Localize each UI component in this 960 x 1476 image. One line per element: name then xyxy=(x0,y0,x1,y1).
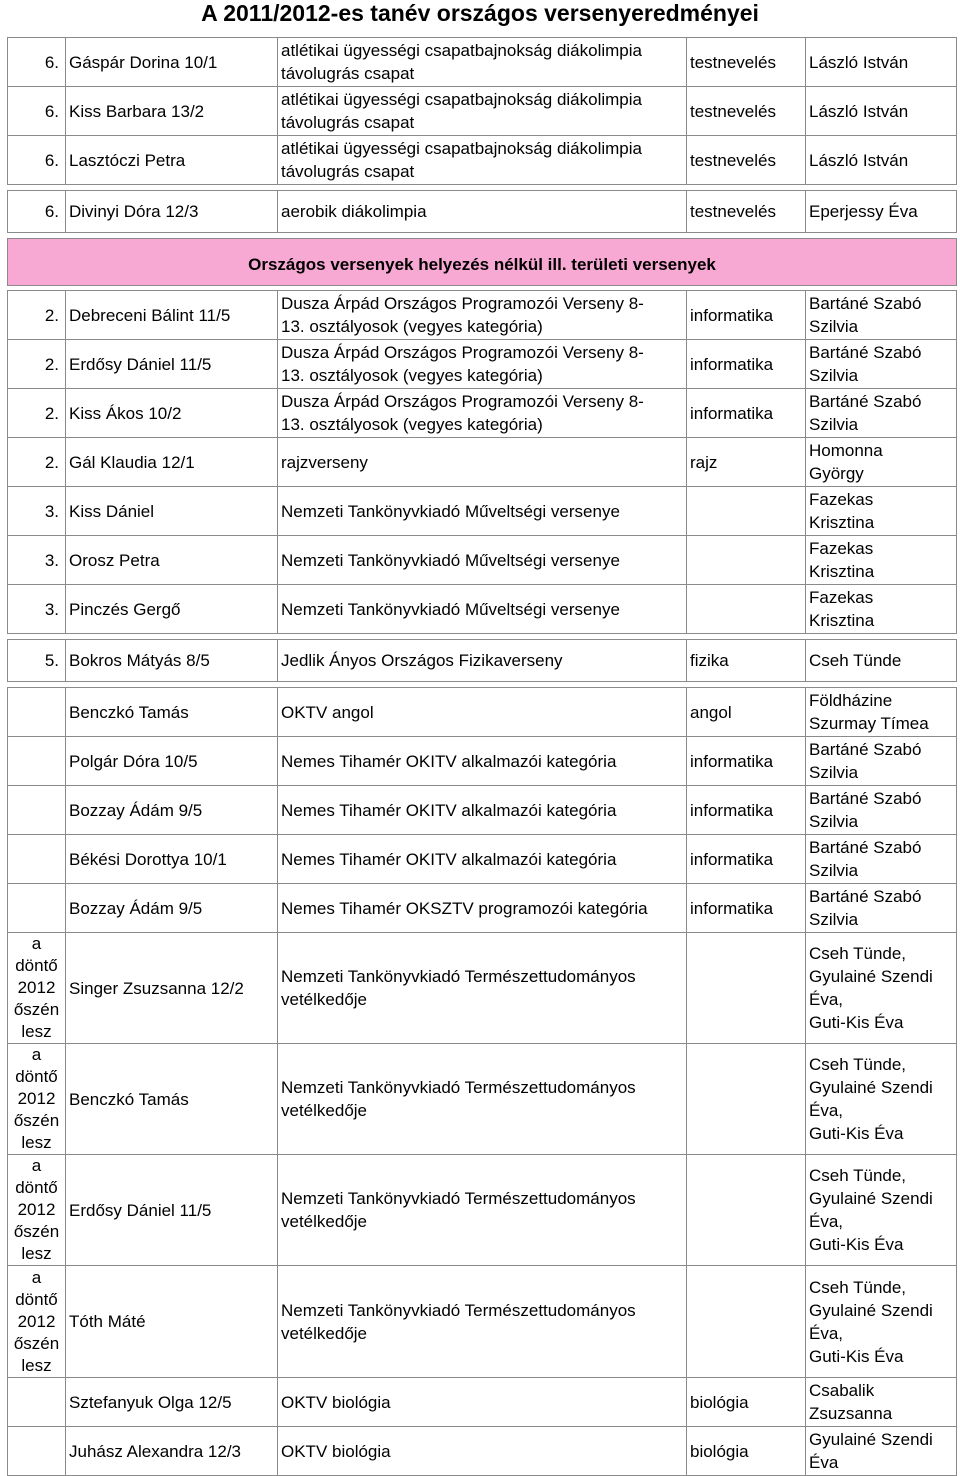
table-row xyxy=(8,340,957,389)
rank-cell-line: őszén xyxy=(13,1333,60,1353)
competition-cell-line: OKTV biológia xyxy=(281,1392,391,1412)
competition-cell xyxy=(278,1155,687,1266)
table-row xyxy=(8,1155,957,1266)
rank-cell: 3. xyxy=(8,585,66,634)
teacher-cell-line: Szilvia xyxy=(809,861,859,880)
competition-cell-line: Jedlik Ányos Országos Fizikaverseny xyxy=(281,651,563,670)
teacher-cell-line: Éva, xyxy=(809,1101,844,1120)
table-row xyxy=(8,536,957,585)
teacher-cell-line: Gyulainé Szendi xyxy=(809,1300,933,1320)
competition-cell-line: OKTV angol xyxy=(281,702,374,722)
teacher-cell-line: Zsuzsanna xyxy=(809,1404,893,1423)
teacher-cell xyxy=(806,688,957,737)
teacher-cell-line: Cseh Tünde, xyxy=(809,1277,907,1297)
teacher-cell xyxy=(806,191,957,233)
teacher-cell xyxy=(806,640,957,682)
table-row xyxy=(8,487,957,536)
competition-cell xyxy=(278,487,687,536)
subject-cell xyxy=(687,1155,806,1266)
name-cell: Singer Zsuzsanna 12/2 xyxy=(66,933,278,1044)
rank-cell-line: őszén xyxy=(13,1111,60,1130)
teacher-cell xyxy=(806,1155,957,1266)
rank-cell: 2. xyxy=(8,291,66,340)
teacher-cell-line: László István xyxy=(809,101,909,121)
competition-cell-line: Nemzeti Tankönyvkiadó Természettudományos xyxy=(281,1300,636,1320)
teacher-cell-line: Fazekas xyxy=(809,588,874,607)
name-cell: Erdősy Dániel 11/5 xyxy=(66,340,278,389)
competition-cell-line: Nemes Tihamér OKITV alkalmazói kategória xyxy=(281,800,617,820)
table-row xyxy=(8,38,957,87)
teacher-cell-line: Szilvia xyxy=(809,366,859,385)
competition-cell xyxy=(278,1427,687,1476)
teacher-cell xyxy=(806,291,957,340)
competition-cell xyxy=(278,340,687,389)
subject-cell: testnevelés xyxy=(687,136,806,185)
rank-cell-line: 2012 xyxy=(17,1311,56,1331)
name-cell: Debreceni Bálint 11/5 xyxy=(66,291,278,340)
name-cell: Békési Dorottya 10/1 xyxy=(66,835,278,884)
competition-cell xyxy=(278,585,687,634)
name-cell: Kiss Barbara 13/2 xyxy=(66,87,278,136)
teacher-cell-line: Gyulainé Szendi xyxy=(809,1189,933,1208)
competition-cell xyxy=(278,640,687,682)
competition-cell xyxy=(278,1044,687,1155)
rank-cell-line: őszén xyxy=(13,1000,60,1019)
rank-cell: 6. xyxy=(8,136,66,185)
table-row xyxy=(8,884,957,933)
subject-cell: informatika xyxy=(687,835,806,884)
rank-cell: 2. xyxy=(8,438,66,487)
name-cell: Benczkó Tamás xyxy=(66,1044,278,1155)
subject-cell xyxy=(687,1044,806,1155)
competition-cell-line: atlétikai ügyességi csapatbajnokság diákolimpia xyxy=(281,139,642,158)
teacher-cell-line: Szilvia xyxy=(809,317,859,336)
rank-cell: 5. xyxy=(8,640,66,682)
competition-cell-line: távolugrás csapat xyxy=(281,113,415,132)
teacher-cell xyxy=(806,38,957,87)
teacher-cell-line: Bartáné Szabó xyxy=(809,789,922,808)
subject-cell: informatika xyxy=(687,340,806,389)
rank-cell xyxy=(8,737,66,786)
competition-cell-line: távolugrás csapat xyxy=(281,162,415,181)
teacher-cell-line: Cseh Tünde, xyxy=(809,1166,907,1185)
teacher-cell-line: Éva, xyxy=(809,1323,844,1343)
competition-cell-line: vetélkedője xyxy=(281,1323,368,1343)
competition-cell xyxy=(278,87,687,136)
subject-cell xyxy=(687,487,806,536)
teacher-cell-line: Bartáné Szabó xyxy=(809,294,922,313)
competition-cell-line: Nemzeti Tankönyvkiadó Műveltségi versenye xyxy=(281,550,620,570)
competition-cell-line: Nemzeti Tankönyvkiadó Műveltségi versenye xyxy=(281,599,620,619)
rank-cell xyxy=(8,1155,66,1266)
teacher-cell-line: Bartáné Szabó xyxy=(809,392,922,411)
teacher-cell-line: Szilvia xyxy=(809,910,859,929)
subject-cell: rajz xyxy=(687,438,806,487)
teacher-cell-line: Bartáné Szabó xyxy=(809,838,922,857)
subject-cell xyxy=(687,585,806,634)
competition-cell-line: Dusza Árpád Országos Programozói Verseny 8- xyxy=(281,392,644,411)
teacher-cell xyxy=(806,1044,957,1155)
competition-cell xyxy=(278,688,687,737)
teacher-cell-line: Cseh Tünde, xyxy=(809,1055,907,1074)
table-row xyxy=(8,389,957,438)
table-row xyxy=(8,835,957,884)
rank-cell: 2. xyxy=(8,389,66,438)
rank-cell-line: 2012 xyxy=(17,1200,56,1219)
name-cell: Sztefanyuk Olga 12/5 xyxy=(66,1378,278,1427)
teacher-cell-line: Guti-Kis Éva xyxy=(809,1013,904,1032)
competition-cell xyxy=(278,884,687,933)
teacher-cell-line: Éva xyxy=(809,1453,839,1472)
competition-cell-line: vetélkedője xyxy=(281,1212,368,1231)
table-row xyxy=(8,136,957,185)
teacher-cell-line: Bartáné Szabó xyxy=(809,740,922,759)
table-row xyxy=(8,640,957,682)
table-row xyxy=(8,1266,957,1378)
competition-cell-line: aerobik diákolimpia xyxy=(281,202,427,221)
name-cell: Bokros Mátyás 8/5 xyxy=(66,640,278,682)
teacher-cell-line: Krisztina xyxy=(809,513,875,532)
teacher-cell-line: Csabalik xyxy=(809,1381,875,1400)
section-header-row xyxy=(8,239,957,286)
teacher-cell-line: György xyxy=(809,464,864,483)
rank-cell xyxy=(8,1266,66,1378)
rank-cell-line: lesz xyxy=(21,1022,52,1041)
competition-cell xyxy=(278,389,687,438)
teacher-cell xyxy=(806,389,957,438)
table-row xyxy=(8,191,957,233)
name-cell: Gáspár Dorina 10/1 xyxy=(66,38,278,87)
teacher-cell-line: Szilvia xyxy=(809,415,859,434)
table-row xyxy=(8,87,957,136)
competition-cell-line: Dusza Árpád Országos Programozói Verseny 8- xyxy=(281,343,644,362)
rank-cell-line: lesz xyxy=(21,1244,52,1263)
teacher-cell-line: Bartáné Szabó xyxy=(809,887,922,906)
competition-cell-line: rajzverseny xyxy=(281,452,368,472)
competition-cell xyxy=(278,1266,687,1378)
competition-cell xyxy=(278,933,687,1044)
rank-cell: 3. xyxy=(8,487,66,536)
teacher-cell-line: Krisztina xyxy=(809,611,875,630)
teacher-cell-line: Szilvia xyxy=(809,812,859,831)
name-cell: Orosz Petra xyxy=(66,536,278,585)
teacher-cell xyxy=(806,835,957,884)
competition-cell-line: vetélkedője xyxy=(281,990,368,1009)
competition-cell-line: távolugrás csapat xyxy=(281,64,415,83)
rank-cell: 2. xyxy=(8,340,66,389)
competition-cell-line: atlétikai ügyességi csapatbajnokság diákolimpia xyxy=(281,90,642,109)
rank-cell-line: 2012 xyxy=(17,978,56,997)
competition-cell-line: Nemes Tihamér OKITV alkalmazói kategória xyxy=(281,849,617,869)
teacher-cell xyxy=(806,536,957,585)
teacher-cell-line: Földházine xyxy=(809,691,893,710)
teacher-cell-line: Éva, xyxy=(809,990,844,1009)
name-cell: Gál Klaudia 12/1 xyxy=(66,438,278,487)
table-row xyxy=(8,1378,957,1427)
teacher-cell xyxy=(806,1427,957,1476)
table-row xyxy=(8,1044,957,1155)
rank-cell xyxy=(8,835,66,884)
name-cell: Divinyi Dóra 12/3 xyxy=(66,191,278,233)
competition-cell-line: 13. osztályosok (vegyes kategória) xyxy=(281,366,543,385)
competition-cell-line: Nemzeti Tankönyvkiadó Műveltségi versenye xyxy=(281,501,620,521)
subject-cell: informatika xyxy=(687,884,806,933)
rank-cell-line: a xyxy=(31,1156,42,1175)
name-cell: Erdősy Dániel 11/5 xyxy=(66,1155,278,1266)
teacher-cell-line: Gyulainé Szendi xyxy=(809,1430,933,1449)
name-cell: Bozzay Ádám 9/5 xyxy=(66,786,278,835)
results-table xyxy=(7,37,957,1476)
table-row xyxy=(8,737,957,786)
name-cell: Polgár Dóra 10/5 xyxy=(66,737,278,786)
competition-cell-line: Nemes Tihamér OKSZTV programozói kategória xyxy=(281,898,648,918)
rank-cell-line: a xyxy=(31,1267,42,1287)
page-title: A 2011/2012-es tanév országos versenyeredményei xyxy=(201,0,759,26)
rank-cell xyxy=(8,688,66,737)
rank-cell: 6. xyxy=(8,38,66,87)
table-row xyxy=(8,585,957,634)
subject-cell: biológia xyxy=(687,1427,806,1476)
teacher-cell-line: Guti-Kis Éva xyxy=(809,1235,904,1254)
subject-cell xyxy=(687,933,806,1044)
name-cell: Lasztóczi Petra xyxy=(66,136,278,185)
competition-cell-line: Nemzeti Tankönyvkiadó Természettudományos xyxy=(281,967,636,986)
competition-cell xyxy=(278,786,687,835)
teacher-cell-line: Éva, xyxy=(809,1212,844,1231)
results-table-body xyxy=(8,38,957,1476)
table-row xyxy=(8,1427,957,1476)
competition-cell xyxy=(278,438,687,487)
competition-cell xyxy=(278,536,687,585)
teacher-cell-line: Guti-Kis Éva xyxy=(809,1124,904,1143)
name-cell: Benczkó Tamás xyxy=(66,688,278,737)
teacher-cell-line: László István xyxy=(809,52,909,72)
table-row xyxy=(8,438,957,487)
name-cell: Kiss Dániel xyxy=(66,487,278,536)
competition-cell xyxy=(278,136,687,185)
rank-cell xyxy=(8,884,66,933)
teacher-cell xyxy=(806,340,957,389)
teacher-cell-line: Bartáné Szabó xyxy=(809,343,922,362)
rank-cell xyxy=(8,1044,66,1155)
subject-cell: informatika xyxy=(687,389,806,438)
teacher-cell-line: Cseh Tünde xyxy=(809,651,902,670)
competition-cell-line: Nemzeti Tankönyvkiadó Természettudományos xyxy=(281,1078,636,1097)
rank-cell-line: döntő xyxy=(15,956,58,975)
competition-cell xyxy=(278,835,687,884)
teacher-cell xyxy=(806,786,957,835)
subject-cell: fizika xyxy=(687,640,806,682)
rank-cell-line: 2012 xyxy=(17,1089,56,1108)
subject-cell: informatika xyxy=(687,291,806,340)
rank-cell: 6. xyxy=(8,191,66,233)
competition-cell xyxy=(278,737,687,786)
teacher-cell-line: Eperjessy Éva xyxy=(809,202,918,221)
teacher-cell xyxy=(806,884,957,933)
name-cell: Juhász Alexandra 12/3 xyxy=(66,1427,278,1476)
rank-cell: 6. xyxy=(8,87,66,136)
table-row xyxy=(8,291,957,340)
table-row xyxy=(8,688,957,737)
rank-cell-line: döntő xyxy=(15,1067,58,1086)
competition-cell xyxy=(278,1378,687,1427)
competition-cell-line: atlétikai ügyességi csapatbajnokság diákolimpia xyxy=(281,41,642,60)
teacher-cell xyxy=(806,585,957,634)
table-row xyxy=(8,786,957,835)
rank-cell xyxy=(8,933,66,1044)
teacher-cell xyxy=(806,136,957,185)
teacher-cell-line: Fazekas xyxy=(809,490,874,509)
rank-cell-line: lesz xyxy=(21,1355,52,1375)
rank-cell-line: őszén xyxy=(13,1222,60,1241)
subject-cell xyxy=(687,536,806,585)
competition-cell-line: OKTV biológia xyxy=(281,1441,391,1461)
teacher-cell xyxy=(806,1266,957,1378)
teacher-cell xyxy=(806,933,957,1044)
competition-cell-line: vetélkedője xyxy=(281,1101,368,1120)
name-cell: Kiss Ákos 10/2 xyxy=(66,389,278,438)
teacher-cell-line: László István xyxy=(809,150,909,170)
teacher-cell xyxy=(806,737,957,786)
competition-cell-line: Dusza Árpád Országos Programozói Verseny 8- xyxy=(281,294,644,313)
competition-cell xyxy=(278,191,687,233)
competition-cell-line: Nemes Tihamér OKITV alkalmazói kategória xyxy=(281,751,617,771)
competition-cell-line: 13. osztályosok (vegyes kategória) xyxy=(281,317,543,336)
rank-cell-line: döntő xyxy=(15,1178,58,1197)
rank-cell: 3. xyxy=(8,536,66,585)
competition-cell-line: Nemzeti Tankönyvkiadó Természettudományos xyxy=(281,1189,636,1208)
teacher-cell-line: Gyulainé Szendi xyxy=(809,1078,933,1097)
teacher-cell-line: Cseh Tünde, xyxy=(809,944,907,963)
name-cell: Pinczés Gergő xyxy=(66,585,278,634)
rank-cell xyxy=(8,1378,66,1427)
teacher-cell-line: Fazekas xyxy=(809,539,874,558)
rank-cell-line: a xyxy=(31,1045,42,1064)
competition-cell-line: 13. osztályosok (vegyes kategória) xyxy=(281,415,543,434)
teacher-cell-line: Szurmay Tímea xyxy=(809,714,929,733)
teacher-cell-line: Homonna xyxy=(809,441,883,460)
teacher-cell xyxy=(806,487,957,536)
subject-cell: informatika xyxy=(687,737,806,786)
rank-cell xyxy=(8,1427,66,1476)
section-header: Országos versenyek helyezés nélkül ill. területi versenyek xyxy=(8,239,957,286)
teacher-cell-line: Guti-Kis Éva xyxy=(809,1346,904,1366)
name-cell: Bozzay Ádám 9/5 xyxy=(66,884,278,933)
teacher-cell xyxy=(806,1378,957,1427)
competition-cell xyxy=(278,38,687,87)
teacher-cell xyxy=(806,438,957,487)
subject-cell: testnevelés xyxy=(687,191,806,233)
subject-cell xyxy=(687,1266,806,1378)
teacher-cell xyxy=(806,87,957,136)
table-row xyxy=(8,933,957,1044)
rank-cell-line: a xyxy=(31,934,42,953)
teacher-cell-line: Krisztina xyxy=(809,562,875,581)
subject-cell: biológia xyxy=(687,1378,806,1427)
name-cell: Tóth Máté xyxy=(66,1266,278,1378)
rank-cell-line: döntő xyxy=(15,1289,58,1309)
competition-cell xyxy=(278,291,687,340)
subject-cell: testnevelés xyxy=(687,87,806,136)
rank-cell xyxy=(8,786,66,835)
teacher-cell-line: Szilvia xyxy=(809,763,859,782)
teacher-cell-line: Gyulainé Szendi xyxy=(809,967,933,986)
subject-cell: testnevelés xyxy=(687,38,806,87)
subject-cell: informatika xyxy=(687,786,806,835)
rank-cell-line: lesz xyxy=(21,1133,52,1152)
subject-cell: angol xyxy=(687,688,806,737)
